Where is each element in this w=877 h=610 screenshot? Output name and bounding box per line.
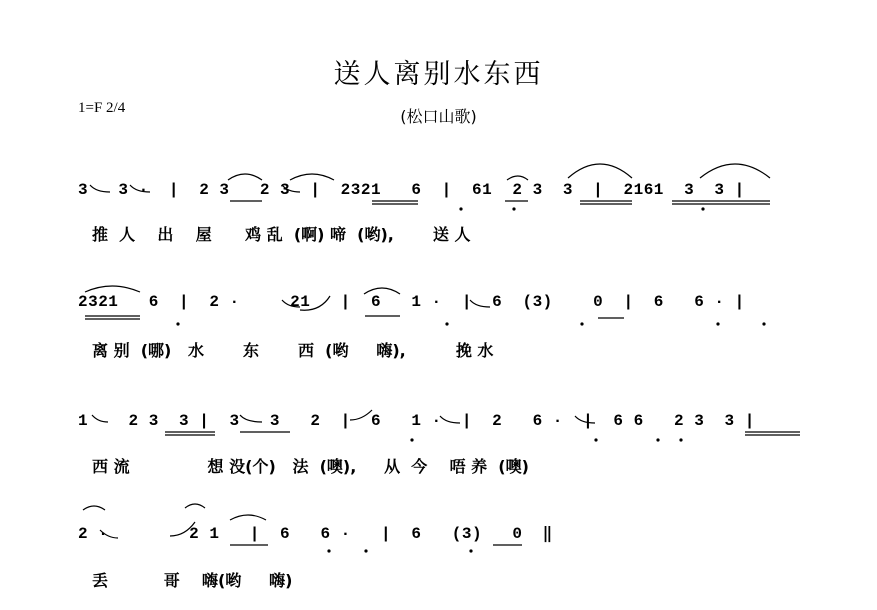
song-subtitle: (松口山歌) xyxy=(400,107,477,126)
lyrics-line-2: 离 别 (哪) 水 东 西 (哟 嗨), 挽 水 xyxy=(92,341,494,360)
octave-dots xyxy=(176,207,765,552)
lyrics-line-1: 推 人 出 屋 鸡 乱 (啊) 啼 (哟), 送 人 xyxy=(92,225,471,244)
key-signature: 1=F 2/4 xyxy=(78,100,126,116)
song-title: 送人离别水东西 xyxy=(333,59,544,90)
notation-line-1: 3 3 · | 2 3 2 3 | 2321 6 | 61 2 3 3 | 2161 3 3 | xyxy=(78,181,745,199)
notation-line-4: 2 · 2 1 | 6 6 · | 6 (3) 0 ‖ xyxy=(78,525,553,543)
notation-line-3: 1 2 3 3 | 3 3 2 | 6 1 · | 2 6 · | 6 6 2 3 3 | xyxy=(78,412,755,430)
beam-lines xyxy=(85,201,800,545)
lyrics-line-3: 西 流 想 没(个) 法 (噢), 从 今 唔 养 (噢) xyxy=(92,457,529,476)
lyrics-line-4: 丢 哥 嗨(哟 嗨) xyxy=(92,571,293,590)
notation-line-2: 2321 6 | 2 · 21 | 6 1 · | 6 (3) 0 | 6 6 · | xyxy=(78,293,745,311)
